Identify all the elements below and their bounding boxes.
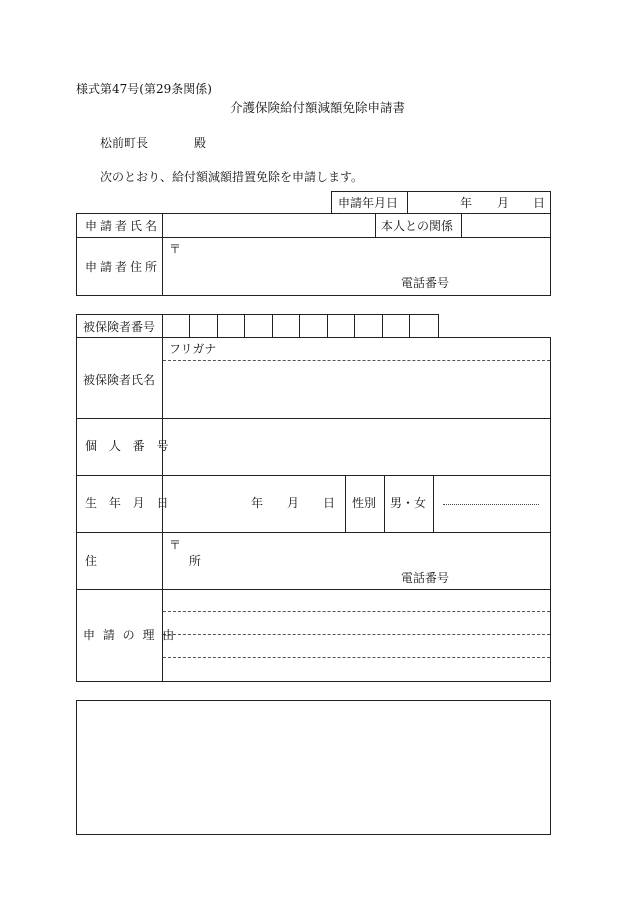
applicant-phone-label: 電話番号 — [401, 276, 450, 290]
insured-address-label-text: 住 所 — [85, 554, 245, 568]
personal-number-label: 個 人 番 号 — [85, 439, 173, 453]
applicant-name-label: 申請者氏名 — [85, 219, 161, 233]
insured-address-label — [85, 554, 245, 568]
birth-day: 日 — [323, 496, 336, 510]
application-date-label: 申請年月日 — [338, 196, 399, 210]
insured-phone-label: 電話番号 — [401, 571, 450, 585]
intro-text: 次のとおり、給付額減額措置免除を申請します。 — [100, 170, 364, 184]
sex-label: 性別 — [352, 496, 377, 510]
applicant-table — [76, 213, 551, 296]
applicant-postal-mark: 〒 — [169, 242, 182, 256]
sex-options: 男・女 — [390, 496, 427, 510]
birth-year: 年 — [251, 496, 264, 510]
application-date-month: 月 — [497, 196, 510, 210]
addressee-name: 松前町長 — [100, 136, 149, 150]
form-title: 介護保険給付額減額免除申請書 — [230, 100, 406, 115]
insured-postal-mark: 〒 — [169, 538, 182, 552]
relation-label: 本人との関係 — [381, 219, 454, 233]
insured-number-row — [76, 314, 439, 338]
office-use-box — [76, 700, 551, 835]
sex-note-line — [443, 504, 539, 505]
insured-number-label: 被保険者番号 — [83, 320, 156, 334]
application-date-box — [331, 191, 551, 214]
form-number: 様式第47号(第29条関係) — [76, 82, 212, 96]
applicant-address-label: 申請者住所 — [85, 260, 161, 274]
application-date-day: 日 — [533, 196, 546, 210]
birth-month: 月 — [287, 496, 300, 510]
furigana-label: フリガナ — [169, 342, 217, 356]
reason-label: 申 請 の 理 由 — [83, 628, 177, 642]
birth-date-label: 生 年 月 日 — [85, 496, 173, 510]
insured-name-label: 被保険者氏名 — [83, 373, 156, 387]
application-date-year: 年 — [460, 196, 473, 210]
addressee-honorific: 殿 — [194, 136, 207, 150]
insured-table — [76, 337, 551, 682]
